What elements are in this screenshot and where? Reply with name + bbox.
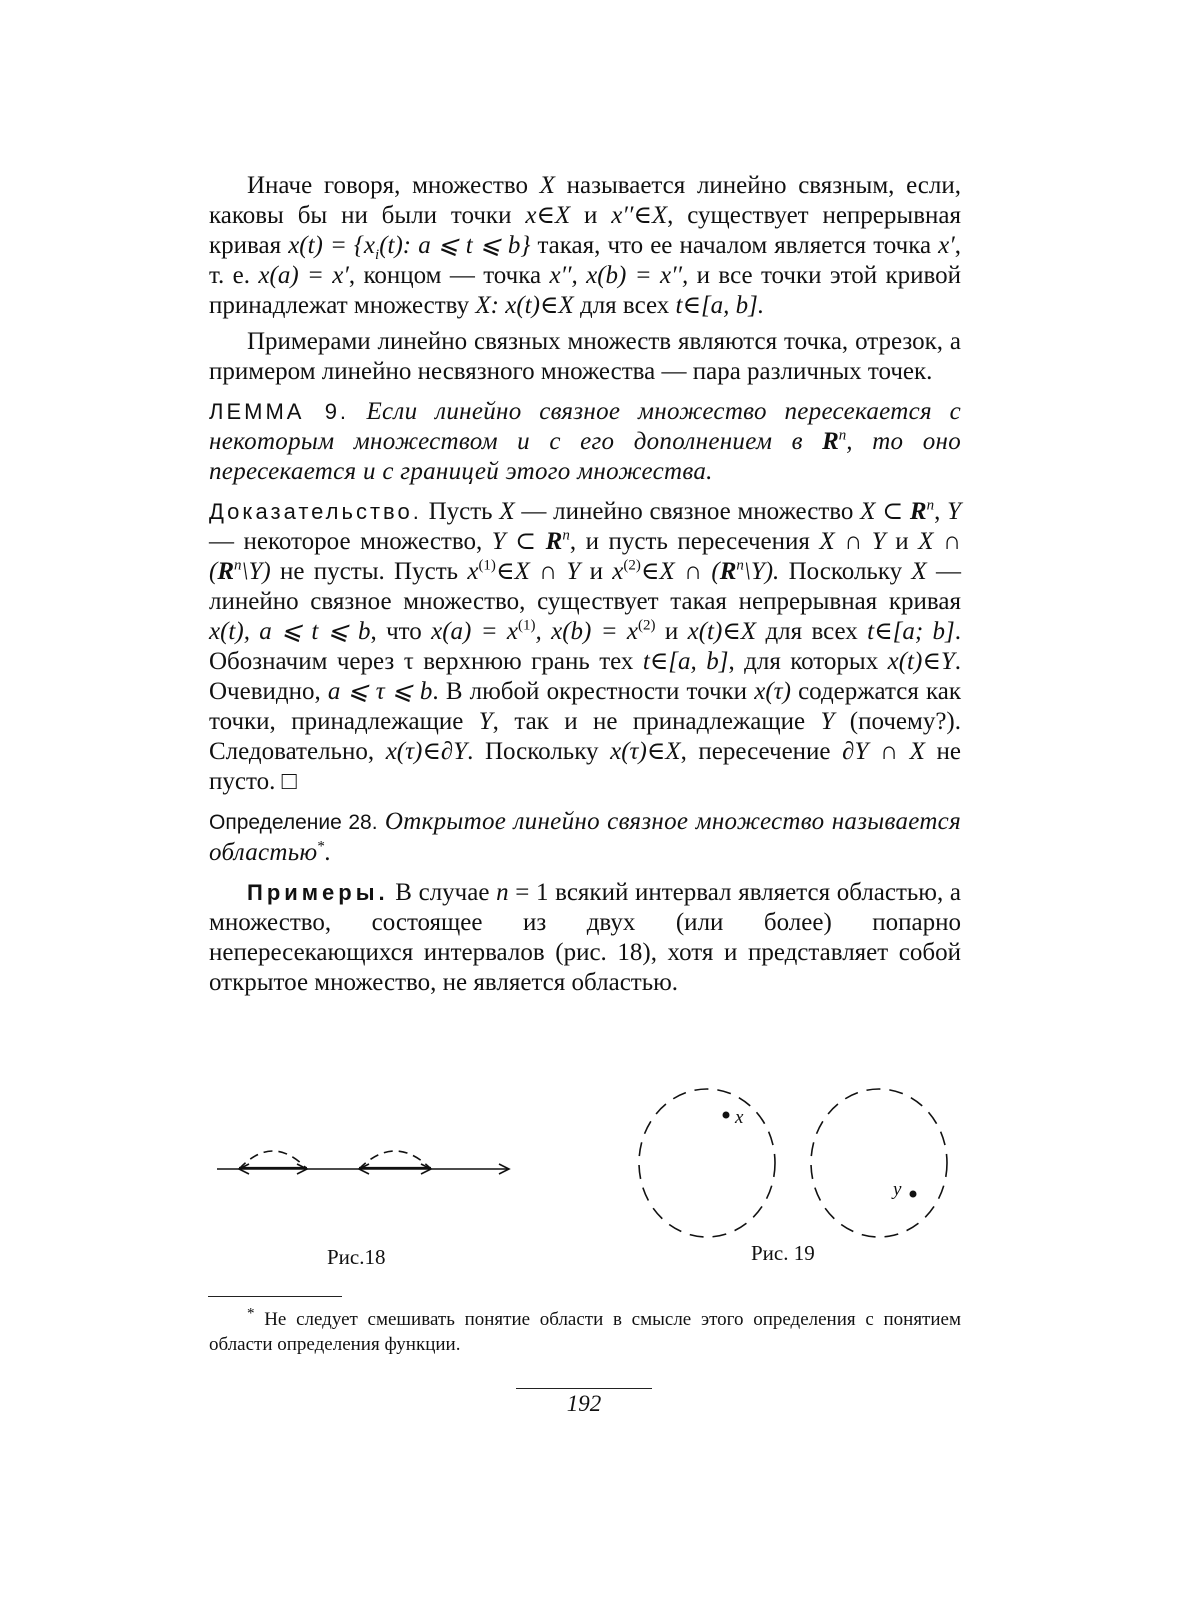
figure-19 bbox=[629, 1083, 969, 1243]
paragraph-2: Примерами линейно связных множеств являются точка, отрезок, а примером линейно несвязного множества — пара различных точек. bbox=[209, 328, 961, 385]
figures bbox=[209, 1083, 969, 1273]
label-x: x bbox=[735, 1107, 744, 1128]
page-body bbox=[209, 171, 961, 998]
examples: Примеры. В случае n = 1 всякий интервал является областью, а множество, состоящее из двух (или более) попарно непересекающихся интервалов (рис. 18), хотя и представляет собой открытое множество, не является областью. bbox=[209, 879, 961, 996]
fig18-caption: Рис.18 bbox=[327, 1245, 386, 1269]
footnote-rule bbox=[208, 1296, 342, 1297]
figure-18 bbox=[209, 1123, 539, 1243]
lemma-9: ЛЕММА 9. Если линейно связное множество пересекается с некоторым множеством и с его дополнением в $R^n$, то оно пересекается и с границей этого множества. bbox=[209, 398, 962, 485]
lemma-label: ЛЕММА 9. bbox=[209, 399, 350, 424]
proof-label: Доказательство. bbox=[209, 499, 422, 524]
fig19-caption: Рис. 19 bbox=[751, 1241, 815, 1265]
label-y: y bbox=[893, 1179, 902, 1200]
point-x bbox=[723, 1112, 730, 1119]
definition-label: Определение 28. bbox=[209, 811, 378, 834]
footnote: * Не следует смешивать понятие области в смысле этого определения с понятием области определения функции. bbox=[209, 1305, 961, 1355]
examples-label: Примеры. bbox=[247, 880, 389, 905]
point-y bbox=[910, 1191, 917, 1198]
page-number: 192 bbox=[566, 1391, 602, 1416]
paragraph-1: Иначе говоря, множество X называется линейно связным, если, каковы бы ни были точки x∈X и x′′∈X, существует непрерывная кривая $x(t) = \{x_i(t)$: a ⩽ t ⩽ b} такая, что ее началом является точка x′, т. е. x(a) = x′, концом — точка x′′, x(b) = x′′, и все точки этой кривой принадлежат множеству X: x(t)∈X для всех t∈[a, b]. bbox=[209, 172, 961, 319]
definition-28: Определение 28. Открытое линейно связное множество называется областью*. bbox=[209, 808, 961, 866]
page-number-rule bbox=[516, 1388, 652, 1389]
proof: Доказательство. Пусть X — линейно связное множество X ⊂ $R^n$, Y — некоторое множество, Y ⊂ $R^n$, и пусть пересечения X ∩ Y и X ∩ $(R^n\backslash Y)$ не пусты. Пусть $x^{(1)}\in X$ ∩ Y и $x^{(2)}\in X$ ∩ $(R^n\backslash Y)$. Поскольку X — линейно связное множество, существует такая непрерывная кривая x(t), a ⩽ t ⩽ b, что $x(a) = x^{(1)}$, $x(b) = x^{(2)}$ и x(t)∈X для всех t∈[a; b]. Обозначим через τ верхнюю грань тех t∈[a, b], для которых x(t)∈Y. Очевидно, a ⩽ τ ⩽ b. В любой окрестности точки x(τ) содержатся как точки, принадлежащие Y, так и не принадлежащие Y (почему?). Следовательно, x(τ)∈∂Y. Поскольку x(τ)∈X, пересечение ∂Y ∩ X не пусто. □ bbox=[209, 497, 962, 795]
